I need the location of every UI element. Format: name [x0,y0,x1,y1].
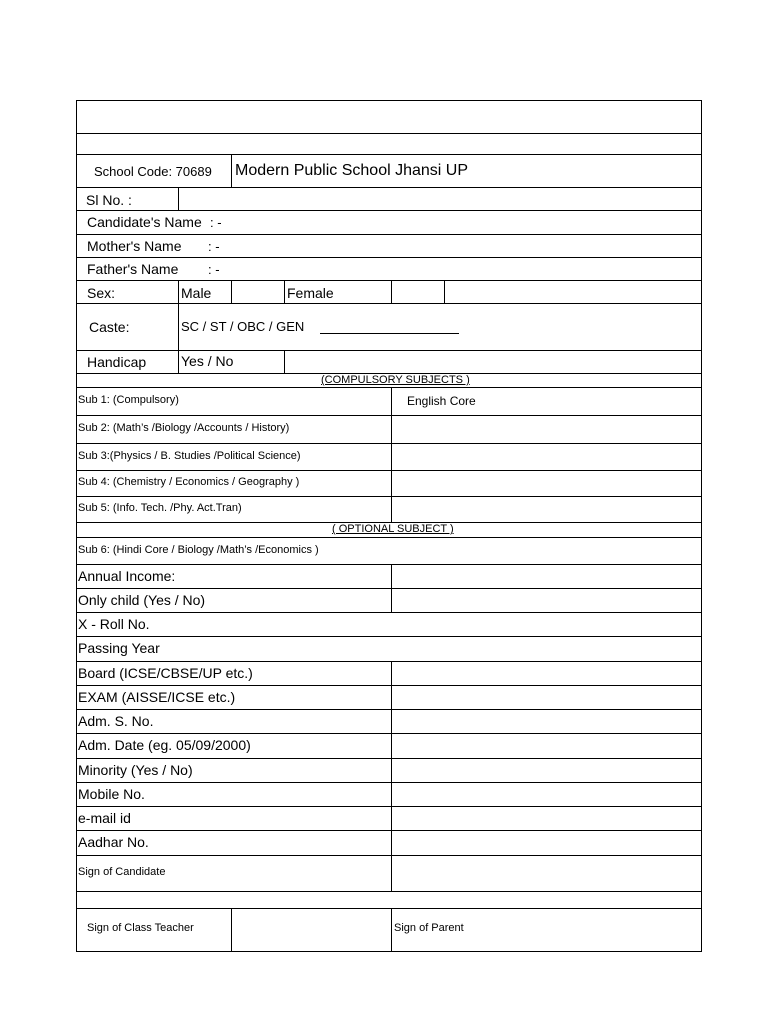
row-line [76,733,702,734]
sl-no-label: Sl No. : [86,192,132,208]
passing-year-label: Passing Year [78,640,160,656]
col-line [391,280,392,303]
caste-label: Caste: [89,319,130,335]
row-line [76,234,702,235]
sub6-label: Sub 6: (Hindi Core / Biology /Math’s /Economics ) [78,544,319,556]
sub3-label: Sub 3:(Physics / B. Studies /Political Science) [78,450,301,462]
sign-class-teacher-label: Sign of Class Teacher [87,922,194,934]
row-line [76,588,702,589]
handicap-options: Yes / No [181,353,234,369]
row-line [76,303,702,304]
row-line [76,133,702,134]
x-roll-label: X - Roll No. [78,616,150,632]
row-line [76,280,702,281]
row-line [76,685,702,686]
col-line [391,387,392,522]
sub4-label: Sub 4: (Chemistry / Economics / Geography ) [78,476,300,488]
school-name: Modern Public School Jhansi UP [235,162,469,179]
row-line [76,908,702,909]
row-line [76,661,702,662]
sign-candidate-label: Sign of Candidate [78,866,166,878]
row-line [76,187,702,188]
col-line [231,154,232,187]
row-line [76,154,702,155]
col-line [284,350,285,373]
candidate-name-separator: : - [210,215,222,230]
admission-form [76,100,702,952]
form-border-left [76,100,77,952]
row-line [76,830,702,831]
caste-options: SC / ST / OBC / GEN [181,319,305,334]
sign-parent-label: Sign of Parent [394,922,464,934]
sex-label: Sex: [87,285,116,301]
row-line [76,496,702,497]
row-line [76,415,702,416]
row-line [76,758,702,759]
sub2-label: Sub 2: (Math’s /Biology /Accounts / History) [78,422,290,434]
annual-income-label: Annual Income: [78,568,176,584]
mother-name-label: Mother's Name [87,238,182,254]
adm-sno-label: Adm. S. No. [78,713,154,729]
handicap-label: Handicap [87,354,147,370]
caste-blank-line [320,333,459,334]
row-line [76,387,702,388]
col-line [231,280,232,303]
adm-date-label: Adm. Date (eg. 05/09/2000) [78,737,251,753]
father-name-separator: : - [208,262,220,277]
row-line [76,470,702,471]
sub5-label: Sub 5: (Info. Tech. /Phy. Act.Tran) [78,502,242,514]
sub1-value: English Core [407,394,476,408]
row-line [76,806,702,807]
only-child-label: Only child (Yes / No) [78,592,206,608]
row-line [76,350,702,351]
col-line [391,564,392,612]
row-line [76,564,702,565]
row-line [76,951,702,952]
row-line [76,782,702,783]
email-label: e-mail id [78,810,131,826]
col-line [178,280,179,373]
form-border-right [701,100,702,952]
row-line [76,100,702,101]
col-line [178,187,179,210]
col-line [391,661,392,891]
mother-name-separator: : - [208,239,220,254]
row-line [76,891,702,892]
row-line [76,443,702,444]
row-line [76,537,702,538]
aadhar-label: Aadhar No. [78,834,149,850]
sub1-label: Sub 1: (Compulsory) [78,394,179,406]
row-line [76,210,702,211]
school-code: School Code: 70689 [94,164,212,179]
col-line [391,908,392,951]
row-line [76,636,702,637]
board-label: Board (ICSE/CBSE/UP etc.) [78,665,253,681]
col-line [444,280,445,303]
optional-heading: ( OPTIONAL SUBJECT ) [332,523,454,535]
row-line [76,709,702,710]
row-line [76,257,702,258]
col-line [231,908,232,951]
mobile-label: Mobile No. [78,786,145,802]
sex-male-option: Male [181,285,212,301]
exam-label: EXAM (AISSE/ICSE etc.) [78,689,236,705]
compulsory-heading: (COMPULSORY SUBJECTS ) [321,374,470,386]
sex-female-option: Female [287,285,334,301]
row-line [76,612,702,613]
father-name-label: Father's Name [87,261,179,277]
minority-label: Minority (Yes / No) [78,762,193,778]
row-line [76,855,702,856]
candidate-name-label: Candidate's Name [87,214,202,230]
col-line [284,280,285,303]
